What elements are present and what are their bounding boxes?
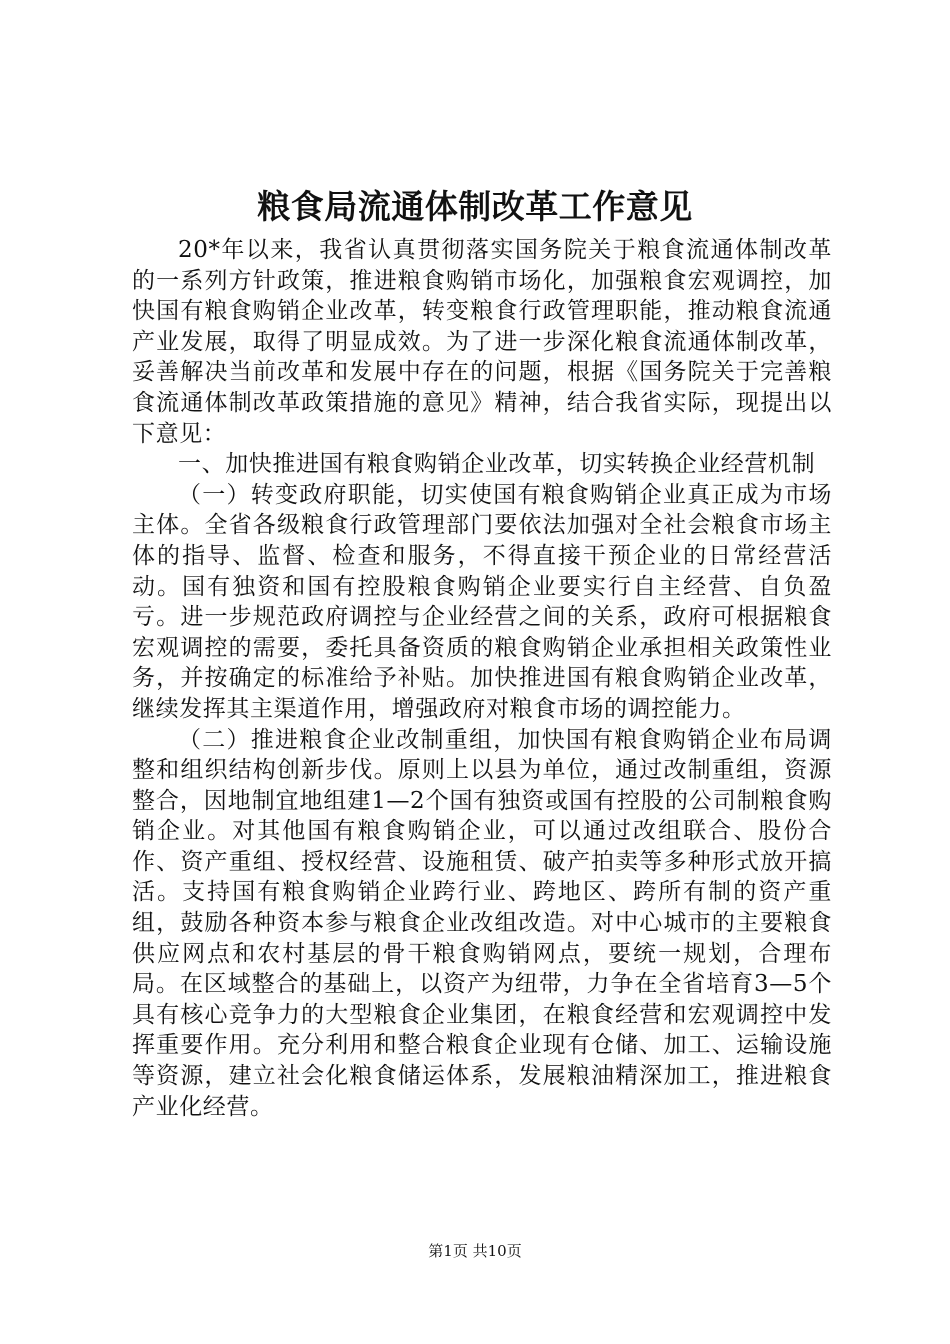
paragraph-intro: 20*年以来，我省认真贯彻落实国务院关于粮食流通体制改革的一系列方针政策，推进粮食购销市场化，加强粮食宏观调控，加快国有粮食购销企业改革，转变粮食行政管理职能，推动粮食流通产业发展，取得了明显成效。为了进一步深化粮食流通体制改革，妥善解决当前改革和发展中存在的问题，根据《国务院关于完善粮食流通体制改革政策措施的意见》精神，结合我省实际，现提出以下意见： [132, 237, 832, 447]
paragraph-item-1: （一）转变政府职能，切实使国有粮食购销企业真正成为市场主体。全省各级粮食行政管理部门要依法加强对全社会粮食市场主体的指导、监督、检查和服务，不得直接干预企业的日常经营活动。国有独资和国有控股粮食购销企业要实行自主经营、自负盈亏。进一步规范政府调控与企业经营之间的关系，政府可根据粮食宏观调控的需要，委托具备资质的粮食购销企业承担相关政策性业务，并按确定的标准给予补贴。加快推进国有粮食购销企业改革，继续发挥其主渠道作用，增强政府对粮食市场的调控能力。 [132, 481, 832, 722]
document-body [132, 235, 832, 1122]
section-heading-1: 一、加快推进国有粮食购销企业改革，切实转换企业经营机制 [178, 451, 816, 478]
paragraph-item-2: （二）推进粮食企业改制重组，加快国有粮食购销企业布局调整和组织结构创新步伐。原则上以县为单位，通过改制重组，资源整合，因地制宜地组建1—2个国有独资或国有控股的公司制粮食购销企业。对其他国有粮食购销企业，可以通过改组联合、股份合作、资产重组、授权经营、设施租赁、破产拍卖等多种形式放开搞活。支持国有粮食购销企业跨行业、跨地区、跨所有制的资产重组，鼓励各种资本参与粮食企业改组改造。对中心城市的主要粮食供应网点和农村基层的骨干粮食购销网点，要统一规划，合理布局。在区域整合的基础上，以资产为纽带，力争在全省培育3—5个具有核心竞争力的大型粮食企业集团，在粮食经营和宏观调控中发挥重要作用。充分利用和整合粮食企业现有仓储、加工、运输设施等资源，建立社会化粮食储运体系，发展粮油精深加工，推进粮食产业化经营。 [132, 726, 832, 1120]
page-number-footer: 第1页 共10页 [428, 1242, 522, 1260]
document-title: 粮食局流通体制改革工作意见 [257, 187, 693, 226]
